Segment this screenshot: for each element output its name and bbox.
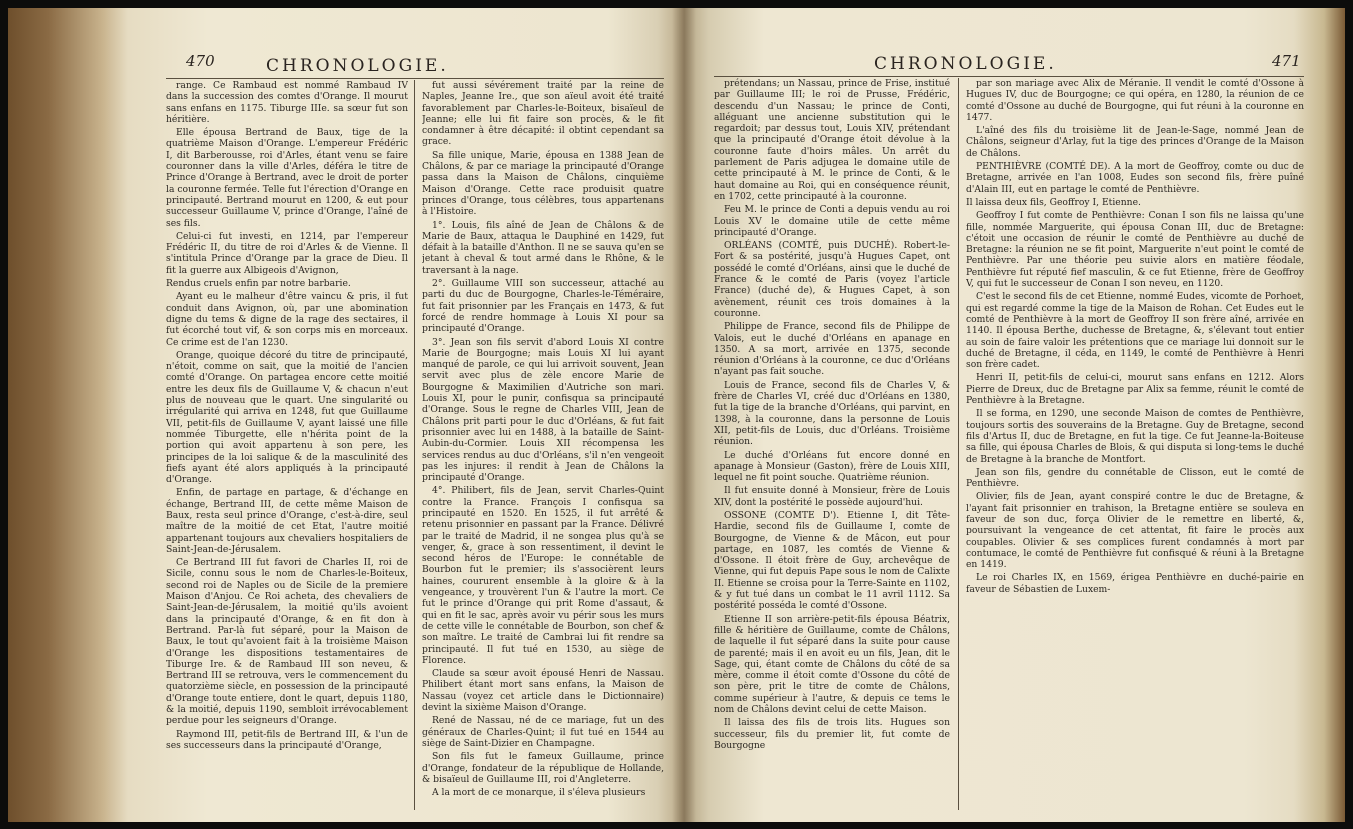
paragraph: Geoffroy I fut comte de Penthièvre: Conan I son fils ne laissa qu'une fille, nommée Marguerite, qui épousa Conan III, duc de Bretagne: c'étoit une occasion de réunir le comté de Penthièvre au duché de Bretagne: la réunion ne se fit point, Marguerite n'eut point le comté de Penthièvre. Par une théorie peu suivie alors en matière féodale, Penthièvre fut réputé fief masculin, & ce fut Etienne, frère de Geoffroy V, qui fut le successeur de Conan I son neveu, en 1120.	[966, 210, 1304, 290]
paragraph: Sa fille unique, Marie, épousa en 1388 Jean de Châlons, & par ce mariage la principauté d'Orange passa dans la Maison de Châlons, cinquième Maison d'Orange. Cette race produisit quatre princes d'Orange, tous célèbres, tous appartenans à l'Histoire.	[422, 149, 664, 218]
paragraph: 1°. Louis, fils aîné de Jean de Châlons & de Marie de Baux, attaqua le Dauphiné en 1429, fut défait à la bataille d'Anthon. Il ne se sauva qu'en se jetant à cheval & tout armé dans le Rhône, & le traversant à la nage.	[422, 219, 664, 276]
paragraph: Il fut ensuite donné à Monsieur, frère de Louis XIV, dont la postérité le possède aujourd'hui.	[714, 485, 950, 508]
right-page	[684, 8, 1345, 822]
column-divider	[958, 78, 959, 810]
paragraph: Le roi Charles IX, en 1569, érigea Penthièvre en duché-pairie en faveur de Sébastien de Luxem-	[966, 572, 1304, 595]
text-column-left	[166, 80, 408, 816]
paragraph: par son mariage avec Alix de Méranie. Il vendit le comté d'Ossone à Hugues IV, duc de Bourgogne; ce qui opéra, en 1280, la réunion de ce comté d'Ossone au duché de Bourgogne, qui fut réuni à la couronne en 1477.	[966, 78, 1304, 123]
paragraph: 3°. Jean son fils servit d'abord Louis XI contre Marie de Bourgogne; mais Louis XI lui ayant manqué de parole, ce qui lui arrivoit souvent, Jean servit avec plus de zèle encore Marie de Bourgogne & Maximilien d'Autriche son mari. Louis XI, pour le punir, confisqua sa principauté d'Orange. Sous le regne de Charles VIII, Jean de Châlons prit parti pour le duc d'Orléans, & fut fait prisonnier avec lui en 1488, à la bataille de Saint-Aubin-du-Cormier. Louis XII récompensa les services rendus au duc d'Orléans, s'il n'en vengeoit pas les injures: il rendit à Jean de Châlons la principauté d'Orange.	[422, 336, 664, 484]
paragraph: René de Nassau, né de ce mariage, fut un des généraux de Charles-Quint; il fut tué en 1544 au siège de Saint-Dizier en Champagne.	[422, 715, 664, 749]
paragraph: Rendus cruels enfin par notre barbarie.	[166, 278, 351, 290]
paragraph: Il laissa deux fils, Geoffroy I, Etienne.	[966, 196, 1141, 208]
left-page	[8, 8, 684, 822]
open-book	[8, 8, 1345, 822]
text-column-right	[966, 78, 1304, 816]
paragraph: PENTHIÈVRE (COMTÉ DE). A la mort de Geoffroy, comte ou duc de Bretagne, arrivée en l'an 1008, Eudes son second fils, frère puîné d'Alain III, eut en partage le comté de Penthièvre.	[966, 161, 1304, 195]
paragraph: Louis de France, second fils de Charles V, & frère de Charles VI, créé duc d'Orléans en 1380, fut la tige de la branche d'Orléans, qui parvint, en 1398, à la couronne, dans la personne de Louis XII, petit-fils de Louis, duc d'Orléans. Troisième réunion.	[714, 379, 950, 448]
running-head: CHRONOLOGIE.	[266, 56, 449, 76]
paragraph: Celui-ci fut investi, en 1214, par l'empereur Frédéric II, du titre de roi d'Arles & de Vienne. Il s'intitula Prince d'Orange par la grace de Dieu. Il fit la guerre aux Albigeois d'Avignon,	[166, 230, 408, 276]
paragraph: Ayant eu le malheur d'être vaincu & pris, il fut conduit dans Avignon, où, par une abomination digne du tems & digne de la rage des sectaires, il fut écorché tout vif, & son corps mis en morceaux. Ce crime est de l'an 1230.	[166, 291, 408, 348]
text-column-right	[422, 80, 664, 816]
paragraph: prétendans; un Nassau, prince de Frise, institué par Guillaume III; le roi de Prusse, Frédéric, descendu d'un Nassau; le prince de Conti, alléguant une ancienne substitution qui le regardoit; par dessus tout, Louis XIV, prétendant que la principauté d'Orange étoit dévolue à la couronne faute d'hoirs mâles. Un arrêt du parlement de Paris adjugea le domaine utile de cette principauté à M. le prince de Conti, & le haut domaine au Roi, qui en conséquence réunit, en 1702, cette principauté à la couronne.	[714, 78, 950, 202]
paragraph: Son fils fut le fameux Guillaume, prince d'Orange, fondateur de la république de Hollande, & bisaïeul de Guillaume III, roi d'Angleterre.	[422, 751, 664, 785]
paragraph: Orange, quoique décoré du titre de principauté, n'étoit, comme on sait, que la moitié de l'ancien comté d'Orange. On partagea encore cette moitié entre les deux fils de Guillaume V, & chacun n'eut plus de nouveau que le quart. Une singularité ou irrégularité qui arriva en 1248, fut que Guillaume VII, petit-fils de Guillaume V, ayant laissé une fille nommée Tiburgette, elle n'hérita point de la portion qui avoit appartenu à son pere, les principes de la loi salique & de la masculinité des fiefs ayant été alors appliqués à la principauté d'Orange.	[166, 349, 408, 486]
header-rule	[714, 76, 1304, 77]
column-divider	[414, 80, 415, 810]
book-gutter	[672, 8, 696, 822]
paragraph: Feu M. le prince de Conti a depuis vendu au roi Louis XV le domaine utile de cette même principauté d'Orange.	[714, 204, 950, 238]
paragraph: range. Ce Rambaud est nommé Rambaud IV dans la succession des comtes d'Orange. Il mourut sans enfans en 1175. Tiburge IIIe. sa sœur fut son héritière.	[166, 80, 408, 125]
paragraph: Le duché d'Orléans fut encore donné en apanage à Monsieur (Gaston), frère de Louis XIII, lequel ne fit point souche. Quatrième réunion.	[714, 449, 950, 484]
paragraph: Claude sa sœur avoit épousé Henri de Nassau. Philibert étant mort sans enfans, la Maison de Nassau (voyez cet article dans le Dictionnaire) devint la sixième Maison d'Orange.	[422, 668, 664, 714]
paragraph: C'est le second fils de cet Etienne, nommé Eudes, vicomte de Porhoet, qui est regardé comme la tige de la Maison de Rohan. Cet Eudes eut le comté de Penthièvre à la mort de Geoffroy II son frère aîné, arrivée en 1140. Il épousa Berthe, duchesse de Bretagne, &, s'élevant tout entier au soin de faire valoir les prétentions que ce mariage lui donnoit sur le duché de Bretagne, il céda, en 1149, le comté de Penthièvre à Henri son frère cadet.	[966, 291, 1304, 371]
paragraph: A la mort de ce monarque, il s'éleva plusieurs	[432, 787, 646, 799]
paragraph: Il se forma, en 1290, une seconde Maison de comtes de Penthièvre, toujours sortis des souverains de la Bretagne. Guy de Bretagne, second fils d'Artus II, duc de Bretagne, en fut la tige. Ce fut Jeanne-la-Boiteuse sa fille, qui épousa Charles de Blois, & qui disputa si long-tems le duché de Bretagne à la branche de Montfort.	[966, 408, 1304, 465]
paragraph: L'aîné des fils du troisième lit de Jean-le-Sage, nommé Jean de Châlons, seigneur d'Arlay, fut la tige des princes d'Orange de la Maison de Châlons.	[966, 125, 1304, 159]
paragraph: ORLÉANS (COMTÉ, puis DUCHÉ). Robert-le-Fort & sa postérité, jusqu'à Hugues Capet, ont possédé le comté d'Orléans, ainsi que le duché de France & le comté de Paris (voyez l'article France) (duché de), & Hugues Capet, à son avènement, réunit ces trois domaines à la couronne.	[714, 240, 950, 319]
paragraph: Olivier, fils de Jean, ayant conspiré contre le duc de Bretagne, & l'ayant fait prisonnier en trahison, la Bretagne entière se souleva en faveur de son duc, força Olivier de le remettre en liberté, &, poursuivant la vengeance de cet attentat, fit faire le procès aux coupables. Olivier & ses complices furent condamnés à mort par contumace, le comté de Penthièvre fut confisqué & réuni à la Bretagne en 1419.	[966, 491, 1304, 571]
paragraph: Raymond III, petit-fils de Bertrand III, & l'un de ses successeurs dans la principauté d'Orange,	[166, 728, 408, 751]
running-head: CHRONOLOGIE.	[874, 54, 1057, 74]
paragraph: 4°. Philibert, fils de Jean, servit Charles-Quint contre la France. François I confisqua sa principauté en 1520. En 1525, il fut arrêté & retenu prisonnier en passant par la France. Délivré par le traité de Madrid, il ne songea plus qu'à se venger, &, grace à son ressentiment, il devint le second héros de l'Europe: le connétable de Bourbon fut le premier; ils s'associèrent leurs haines, coururent ensemble à la gloire & à la vengeance, y trouvèrent l'un & l'autre la mort. Ce fut le prince d'Orange qui prit Rome d'assaut, & qui en fit le sac, après avoir vu périr sous les murs de cette ville le connétable de Bourbon, son chef & son maître. Le traité de Cambrai lui fit rendre sa principauté. Il fut tué en 1530, au siège de Florence.	[422, 485, 664, 666]
page-number: 470	[186, 52, 215, 70]
paragraph: Henri II, petit-fils de celui-ci, mourut sans enfans en 1212. Alors Pierre de Dreux, duc de Bretagne par Alix sa femme, réunit le comté de Penthièvre à la Bretagne.	[966, 372, 1304, 407]
paragraph: fut aussi sévérement traité par la reine de Naples, Jeanne Ire., que son aïeul avoit été traité favorablement par Charles-le-Boiteux, bisaïeul de Jeanne; elle lui fit faire son procès, & le fit condamner à être décapité: il obtint cependant sa grace.	[422, 80, 664, 148]
page-number: 471	[1272, 52, 1301, 70]
paragraph: OSSONE (COMTE D'). Etienne I, dit Tête-Hardie, second fils de Guillaume I, comte de Bourgogne, de Vienne & de Mâcon, eut pour partage, en 1087, les comtés de Vienne & d'Ossone. Il étoit frère de Guy, archevêque de Vienne, qui fut depuis Pape sous le nom de Calixte II. Etienne se croisa pour la Terre-Sainte en 1102, & y fut tué dans un combat le 11 avril 1112. Sa postérité posséda le comté d'Ossone.	[714, 509, 950, 612]
paragraph: Enfin, de partage en partage, & d'échange en échange, Bertrand III, de cette même Maison de Baux, resta seul prince d'Orange, c'est-à-dire, seul maître de la moitié de cet Etat, l'autre moitié appartenant toujours aux chevaliers hospitaliers de Saint-Jean-de-Jérusalem.	[166, 487, 408, 555]
text-column-left	[714, 78, 950, 816]
paragraph: Etienne II son arrière-petit-fils épousa Béatrix, fille & héritière de Guillaume, comte de Châlons, de laquelle il fut séparé dans la suite pour cause de parenté; mais il en avoit eu un fils, Jean, dit le Sage, qui, étant comte de Châlons du côté de sa mère, comme il étoit comte d'Ossone du côté de son père, prit le titre de comte de Châlons, comme supérieur à l'autre, & depuis ce tems le nom de Châlons devint celui de cette Maison.	[714, 613, 950, 716]
header-rule	[166, 78, 664, 79]
paragraph: Ce Bertrand III fut favori de Charles II, roi de Sicile, connu sous le nom de Charles-le-Boiteux, second roi de Naples ou de Sicile de la premiere Maison d'Anjou. Ce Roi acheta, des chevaliers de Saint-Jean-de-Jérusalem, la moitié qu'ils avoient dans la principauté d'Orange, & en fit don à Bertrand. Par-là fut séparé, pour la Maison de Baux, le tout qu'avoient fait à la troisième Maison d'Orange les dispositions testamentaires de Tiburge Ire. & de Rambaud III son neveu, & Bertrand III se retrouva, vers le commencement du quatorzième siècle, en possession de la principauté d'Orange toute entiere, dont le quart, depuis 1180, & la moitié, depuis 1190, sembloit irrévocablement perdue pour les seigneurs d'Orange.	[166, 557, 408, 727]
paragraph: Jean son fils, gendre du connétable de Clisson, eut le comté de Penthièvre.	[966, 466, 1304, 490]
paragraph: 2°. Guillaume VIII son successeur, attaché au parti du duc de Bourgogne, Charles-le-Téméraire, fut fait prisonnier par les Français en 1473, & fut forcé de rendre hommage à Louis XI pour sa principauté d'Orange.	[422, 278, 664, 335]
paragraph: Philippe de France, second fils de Philippe de Valois, eut le duché d'Orléans en apanage en 1350. A sa mort, arrivée en 1375, seconde réunion d'Orléans à la couronne, ce duc d'Orléans n'ayant pas fait souche.	[714, 321, 950, 378]
paragraph: Il laissa des fils de trois lits. Hugues son successeur, fils du premier lit, fut comte de Bourgogne	[714, 717, 950, 751]
paragraph: Elle épousa Bertrand de Baux, tige de la quatrième Maison d'Orange. L'empereur Frédéric I, dit Barberousse, roi d'Arles, étant venu se faire couronner dans la ville d'Arles, déféra le titre de Prince d'Orange à Bertrand, avec le droit de porter la couronne fermée. Telle fut l'érection d'Orange en principauté. Bertrand mourut en 1200, & eut pour successeur Guillaume V, prince d'Orange, l'aîné de ses fils.	[166, 127, 408, 229]
